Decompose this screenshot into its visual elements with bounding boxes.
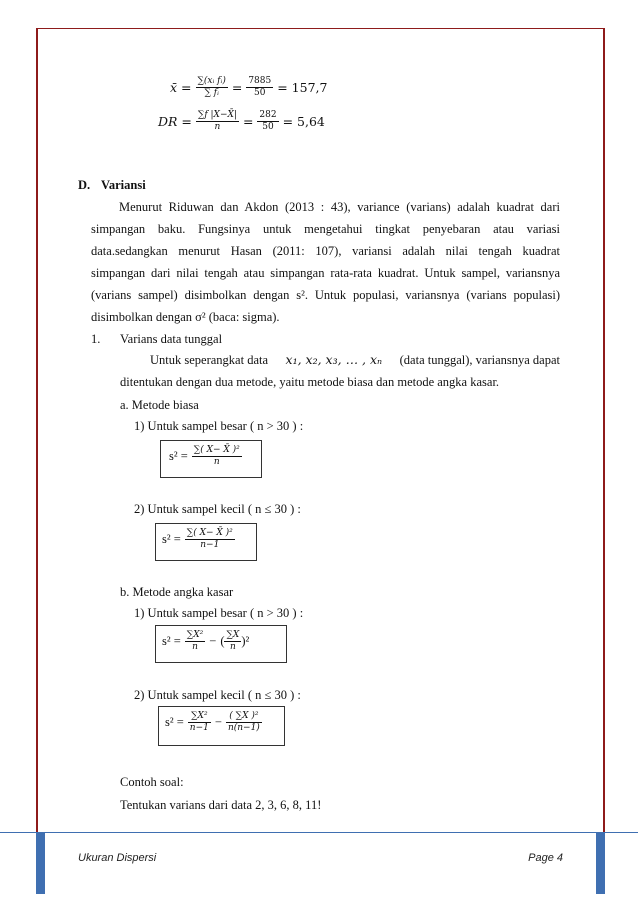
footer-bar-left — [36, 832, 45, 894]
footer-title: Ukuran Dispersi — [78, 852, 157, 864]
formula-b1-numerator-b: ∑X — [226, 630, 240, 640]
dr-denominator-value: 50 — [262, 122, 274, 132]
item1-number: 1. — [91, 332, 101, 346]
paragraph-line-3: data.sedangkan menurut Hasan (2011: 107), variansi adalah nilai tengah kuadrat — [91, 244, 560, 258]
paragraph-line-4: simpangan dari nilai tengah atau simpangan rata-rata kuadrat. Untuk sampel, variansnya — [91, 266, 560, 280]
formula-b2-lhs: s² = — [165, 715, 184, 729]
mean-formula: x̄ = $\frac{\text{∑(xᵢ fᵢ)}}{\text{∑ fᵢ}}$ = $\frac{7885}{50}$ = 157,7 — [170, 76, 328, 98]
formula-b2-denominator-b: n(n−1) — [227, 723, 260, 733]
formula-b2-numerator-b: ( ∑X )² — [226, 711, 262, 723]
method-b-label: b. Metode angka kasar — [120, 585, 234, 599]
dr-numerator: ∑f |X−X̄| — [197, 110, 237, 120]
method-b-sub1-label: 1) Untuk sampel besar ( n > 30 ) : — [134, 606, 304, 620]
formula-a1-lhs: s² = — [169, 449, 188, 463]
formula-b2-numerator-a: ∑X² — [188, 711, 211, 723]
formula-a2-numerator: ∑( X− X̄ )² — [186, 528, 233, 538]
mean-numerator-value: 7885 — [248, 76, 272, 86]
footer-bar-right — [596, 832, 605, 894]
formula-b1-lhs: s² = — [162, 634, 181, 648]
item1-line1-post: (data tunggal), variansnya dapat — [399, 353, 560, 367]
mean-result: = 157,7 — [277, 80, 328, 95]
footer-page-number: Page 4 — [528, 852, 563, 864]
method-a-sub2-label: 2) Untuk sampel kecil ( n ≤ 30 ) : — [134, 502, 301, 516]
formula-b1-denominator-a: n — [192, 642, 198, 652]
example-question: Tentukan varians dari data 2, 3, 6, 8, 11! — [120, 798, 322, 812]
paragraph-line-1: Menurut Riduwan dan Akdon (2013 : 43), variance (varians) adalah kuadrat dari — [119, 200, 560, 214]
paragraph-line-2: simpangan baku. Fungsinya untuk mengetahui tingkat penyebaran atau variasi — [91, 222, 560, 236]
example-title: Contoh soal: — [120, 775, 184, 789]
formula-a1-denominator: n — [213, 457, 220, 467]
item1-line1-pre: Untuk seperangkat data — [150, 353, 269, 367]
formula-box-a2 — [155, 523, 257, 561]
item1-line2: ditentukan dengan dua metode, yaitu metode biasa dan metode angka kasar. — [120, 375, 500, 389]
page-border-left — [36, 28, 38, 863]
section-letter: D. — [78, 178, 91, 192]
page-border-top — [36, 28, 605, 29]
formula-b1-minus: − — [209, 634, 217, 648]
paragraph-line-6: disimbolkan dengan σ² (baca: sigma). — [91, 310, 280, 324]
formula-b1-numerator-a: ∑X² — [186, 630, 204, 640]
formula-box-b2 — [158, 706, 285, 746]
mean-denominator: ∑ fᵢ — [204, 88, 219, 98]
item1-title: Varians data tunggal — [120, 332, 223, 346]
method-b-sub2-label: 2) Untuk sampel kecil ( n ≤ 30 ) : — [134, 688, 301, 702]
formula-a1 — [161, 441, 261, 472]
formula-box-a1 — [160, 440, 262, 478]
formula-b1 — [156, 626, 286, 657]
paragraph-line-5: (varians sampel) disimbolkan dengan s². Untuk populasi, variansnya (varians populasi) — [91, 288, 560, 302]
method-a-sub1-label: 1) Untuk sampel besar ( n > 30 ) : — [134, 419, 304, 433]
method-a-label: a. Metode biasa — [120, 398, 199, 412]
formula-a1-numerator: ∑( X− X̄ )² — [193, 445, 240, 455]
formula-b1-denominator-b: n — [230, 642, 236, 652]
footer-divider — [0, 832, 638, 833]
item1-line1 — [150, 353, 560, 367]
section-title: Variansi — [101, 178, 146, 192]
mean-numerator: ∑(xᵢ fᵢ) — [197, 76, 226, 86]
formula-b2-minus: − — [214, 715, 222, 729]
formula-b1-paren-close: )² — [241, 634, 250, 648]
dr-denominator: n — [214, 122, 221, 132]
formula-b2 — [159, 707, 284, 738]
formula-a2 — [156, 524, 256, 555]
formula-box-b1 — [155, 625, 287, 663]
mean-denominator-value: 50 — [254, 88, 266, 98]
formula-b2-denominator-a: n−1 — [189, 723, 209, 733]
formula-b1-paren-open: ( — [220, 634, 225, 648]
dr-formula: DR = $\frac{\sum f |X-X̄|}{n}$ = $\frac{282}{50}$ = 5,64 — [158, 110, 325, 132]
dr-numerator-value: 282 — [259, 110, 277, 120]
item1-line1-math: x₁, x₂, x₃, … , xₙ — [285, 352, 383, 367]
page-border-right — [603, 28, 605, 863]
dr-result: = 5,64 — [282, 114, 325, 129]
formula-a2-lhs: s² = — [162, 532, 181, 546]
mean-lhs: x̄ = — [170, 80, 192, 95]
dr-lhs: DR = — [158, 114, 192, 129]
formula-a2-denominator: n−1 — [200, 540, 220, 550]
